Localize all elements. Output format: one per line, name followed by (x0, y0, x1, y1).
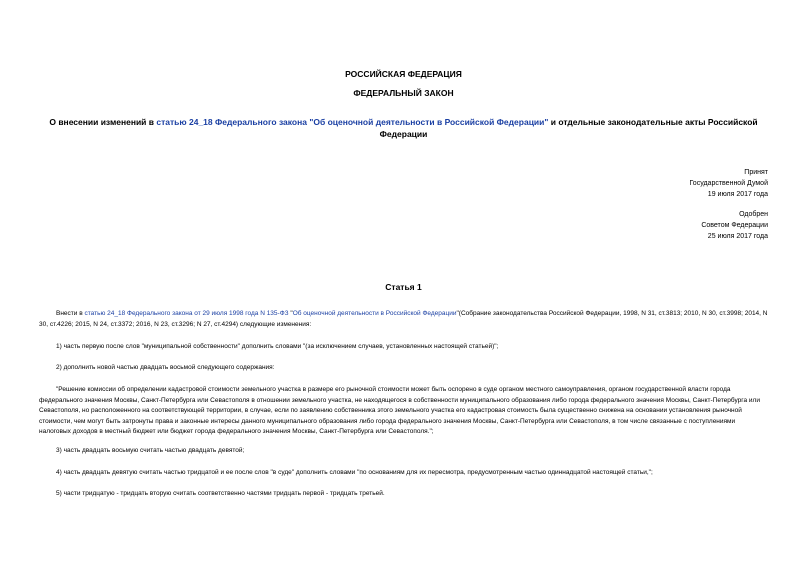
adopted-block (689, 167, 768, 200)
law-title (40, 116, 767, 140)
amendment-item-1: 1) часть первую после слов "муниципальной собственности" дополнить словами "(за исключением случаев, установленных настоящей статьей)"; (56, 343, 499, 350)
amendment-item-5: 5) части тридцатую - тридцать вторую считать соответственно частями тридцать первой - тридцать третьей. (56, 490, 385, 497)
article-intro (39, 309, 768, 330)
intro-suffix: "(Собрание законодательства Российской Федерации, 1998, N 31, ст.3813; 2010, N 30, ст.3998; 2014, N 30, ст.4226; 2015, N 24, ст.3372; 2016, N 23, ст.3296; N 27, ст.4294) следующие изменения: (39, 310, 768, 328)
intro-quote-open: " (288, 310, 293, 317)
law-type-heading: ФЕДЕРАЛЬНЫЙ ЗАКОН (353, 88, 454, 98)
approved-date: 25 июля 2017 года (707, 233, 768, 240)
intro-law-name-link[interactable]: Об оценочной деятельности в Российской Федерации (292, 310, 457, 317)
approved-block (701, 209, 768, 242)
approved-label: Одобрен (739, 211, 768, 218)
adopted-body: Государственной Думой (689, 180, 768, 187)
law-title-suffix: и отдельные законодательные акты Российской Федерации (379, 117, 758, 139)
amendment-item-2: 2) дополнить новой частью двадцать восьмой следующего содержания: (56, 364, 275, 371)
article-heading: Статья 1 (385, 282, 422, 292)
law-title-link[interactable]: статью 24_18 Федерального закона "Об оценочной деятельности в Российской Федерации" (156, 117, 549, 127)
intro-law-link[interactable]: статью 24_18 Федерального закона от 29 июля 1998 года N 135-ФЗ (84, 310, 289, 317)
approved-body: Советом Федерации (701, 222, 768, 229)
country-heading: РОССИЙСКАЯ ФЕДЕРАЦИЯ (345, 69, 462, 79)
amendment-item-3: 3) часть двадцать восьмую считать частью двадцать девятой; (56, 447, 245, 454)
adopted-date: 19 июля 2017 года (707, 191, 768, 198)
intro-prefix: Внести в (56, 310, 85, 317)
law-title-prefix: О внесении изменений в (49, 117, 157, 127)
amendment-item-4: 4) часть двадцать девятую считать частью тридцатой и ее после слов "в суде" дополнить словами "по основаниям для их пересмотра, предусмотренным частью одиннадцатой настоящей статьи,"; (56, 469, 653, 476)
adopted-label: Принят (744, 169, 768, 176)
amendment-quote: "Решение комиссии об определении кадастровой стоимости земельного участка в размере его рыночной стоимости может быть оспорено в суде органом местного самоуправления, органом государственной власти города федерального значения Москвы, Санкт-Петербурга или Севастополя в отношении земельного участка, не находящегося в собственности муниципального образования либо города федерального значения Москвы, Санкт-Петербурга или Севастополя, но расположенного на соответствующей территории, в случае, если по заявлению собственника этого земельного участка его кадастровая стоимость была существенно снижена на основании установления рыночной стоимости, чем могут быть затронуты права и законные интересы данного муниципального образования либо города федерального значения Москвы, Санкт-Петербурга или Севастополя, в том числе связанные с поступлениями налоговых доходов в местный бюджет или бюджет города федерального значения Москвы, Санкт-Петербурга или Севастополя."; (39, 386, 760, 435)
